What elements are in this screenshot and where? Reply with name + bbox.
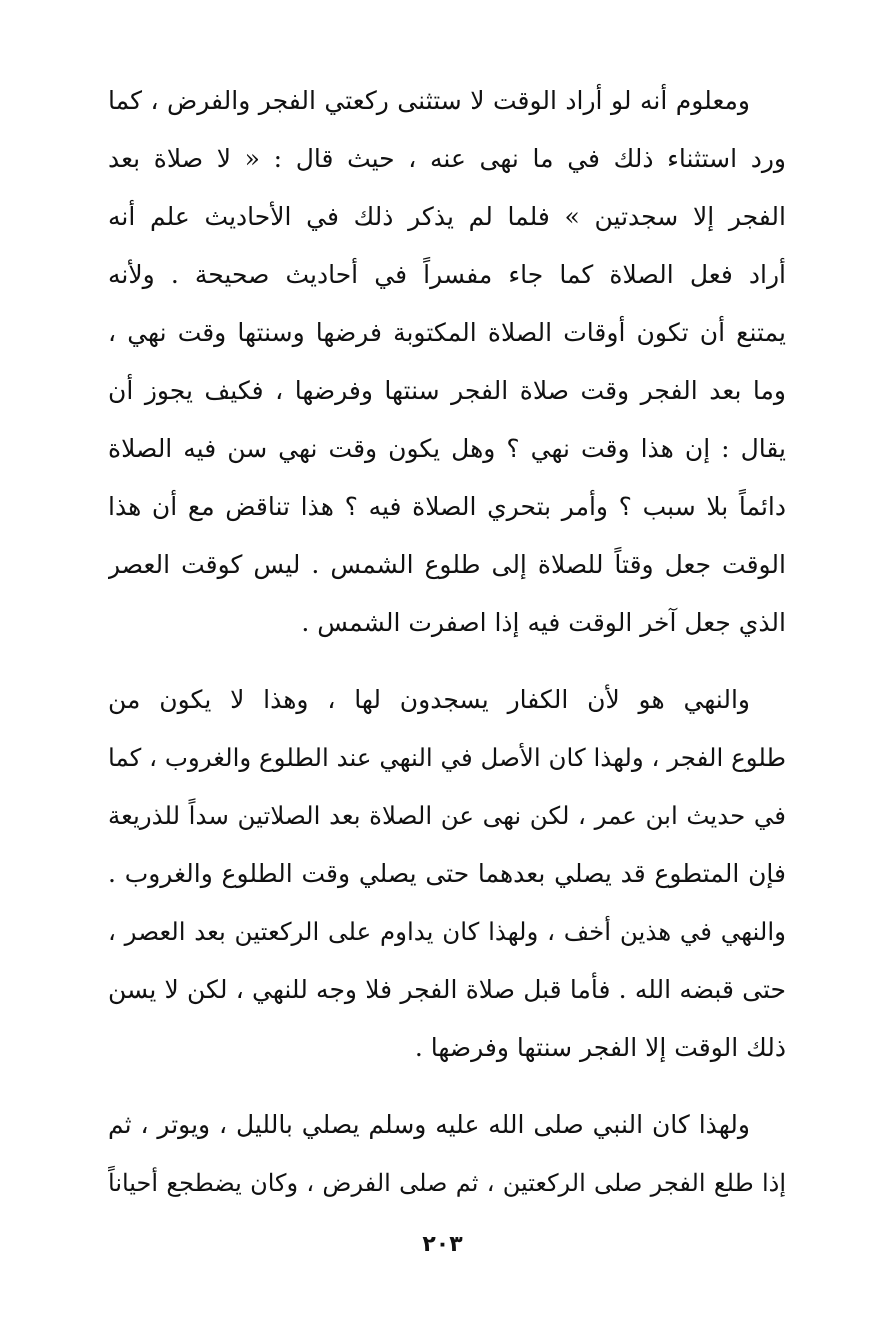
text-line: والنهي هو لأن الكفار يسجدون لها ، وهذا لا يكون من [108, 685, 750, 714]
text-line: وما بعد الفجر وقت صلاة الفجر سنتها وفرضها ، فكيف يجوز أن [108, 376, 786, 405]
text-line: والنهي في هذين أخف ، ولهذا كان يداوم على الركعتين بعد العصر ، [108, 917, 786, 946]
paragraph-1 [108, 72, 786, 652]
text-line: حتى قبضه الله . فأما قبل صلاة الفجر فلا وجه للنهي ، لكن لا يسن [108, 975, 786, 1004]
text-line: دائماً بلا سبب ؟ وأمر بتحري الصلاة فيه ؟ هذا تناقض مع أن هذا [108, 492, 786, 521]
text-line: أراد فعل الصلاة كما جاء مفسراً في أحاديث صحيحة . ولأنه [108, 260, 786, 289]
text-line: الذي جعل آخر الوقت فيه إذا اصفرت الشمس . [301, 608, 786, 637]
text-line: يقال : إن هذا وقت نهي ؟ وهل يكون وقت نهي سن فيه الصلاة [108, 434, 786, 463]
text-line: فإن المتطوع قد يصلي بعدهما حتى يصلي وقت الطلوع والغروب . [108, 859, 786, 888]
page-body [108, 72, 786, 1212]
text-line: الوقت جعل وقتاً للصلاة إلى طلوع الشمس . ليس كوقت العصر [108, 550, 786, 579]
paragraph-2 [108, 671, 786, 1077]
text-line: إذا طلع الفجر صلى الركعتين ، ثم صلى الفرض ، وكان يضطجع أحياناً [108, 1169, 786, 1197]
text-line: ورد استثناء ذلك في ما نهى عنه ، حيث قال : « لا صلاة بعد [108, 144, 786, 173]
text-line: الفجر إلا سجدتين » فلما لم يذكر ذلك في الأحاديث علم أنه [108, 202, 786, 231]
text-line: ولهذا كان النبي صلى الله عليه وسلم يصلي بالليل ، ويوتر ، ثم [108, 1110, 750, 1139]
text-line: ومعلوم أنه لو أراد الوقت لا ستثنى ركعتي الفجر والفرض ، كما [108, 86, 750, 115]
paragraph-3 [108, 1096, 786, 1212]
text-line: يمتنع أن تكون أوقات الصلاة المكتوبة فرضها وسنتها وقت نهي ، [108, 318, 786, 347]
text-line: في حديث ابن عمر ، لكن نهى عن الصلاة بعد الصلاتين سداً للذريعة [108, 801, 786, 830]
text-line: ذلك الوقت إلا الفجر سنتها وفرضها . [414, 1033, 786, 1062]
paragraph-spacer [108, 1077, 786, 1096]
page-number: ٢٠٣ [422, 1232, 463, 1257]
paragraph-spacer [108, 652, 786, 671]
text-line: طلوع الفجر ، ولهذا كان الأصل في النهي عند الطلوع والغروب ، كما [108, 743, 786, 772]
